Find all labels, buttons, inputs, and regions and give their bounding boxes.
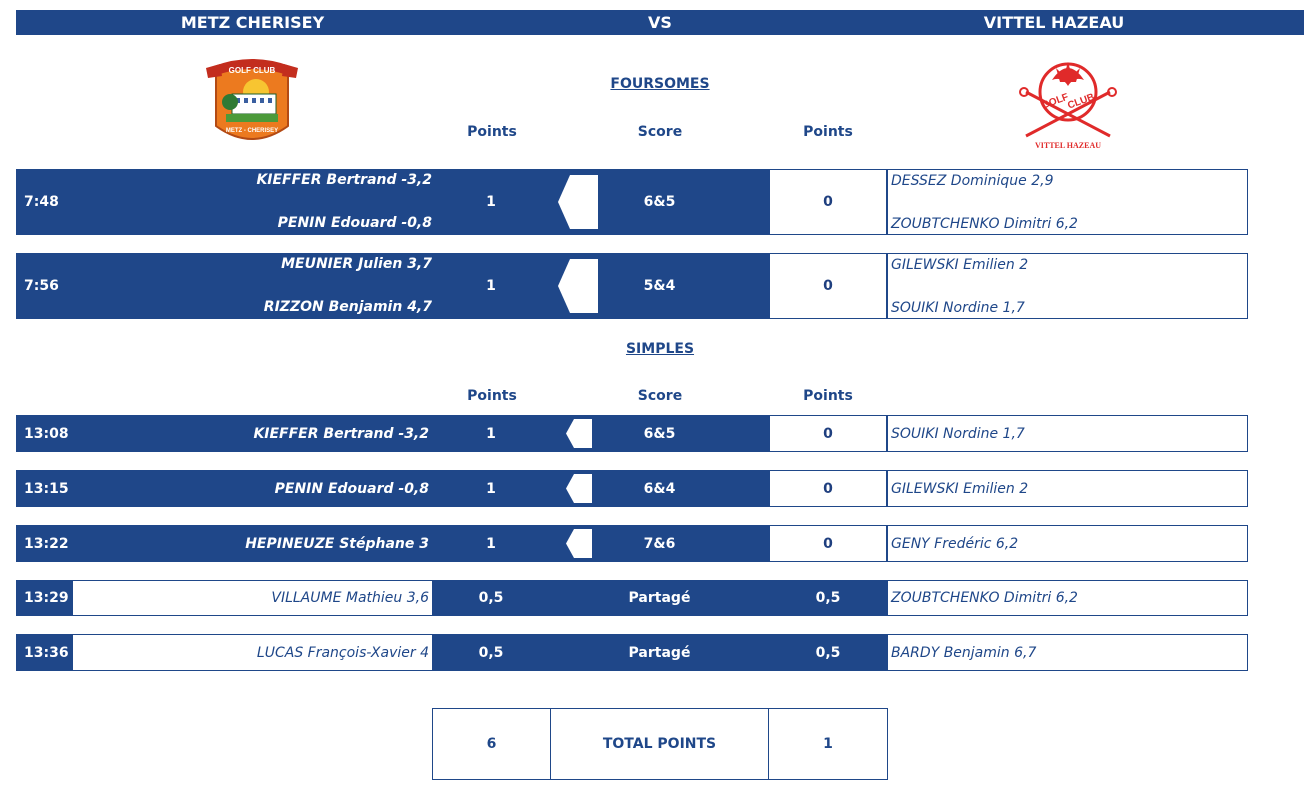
foursomes-points-b-header: Points [803, 124, 853, 140]
player-name: PENIN Edouard -0,8 [277, 215, 432, 231]
team-a-players [73, 253, 432, 319]
winner-arrow-icon [566, 529, 592, 558]
team-b-points: 0,5 [769, 580, 887, 616]
team-b-points: 0 [769, 253, 887, 319]
team-b-points: 0 [769, 470, 887, 507]
team-a-points: 0,5 [432, 634, 550, 671]
team-b-points: 0 [769, 415, 887, 452]
tee-time: 7:48 [16, 169, 73, 235]
match-header [16, 10, 1304, 35]
team-a-points: 1 [432, 253, 550, 319]
winner-arrow-icon [566, 474, 592, 503]
vs-label: VS [648, 13, 672, 32]
match-score: Partagé [550, 634, 769, 671]
tee-time: 13:36 [16, 634, 73, 671]
simple-row [16, 470, 1248, 507]
simples-score-header: Score [637, 388, 683, 404]
vittel-logo-bottom-text: VITTEL HAZEAU [1034, 141, 1102, 150]
winner-arrow-icon [566, 419, 592, 448]
match-score: 6&4 [550, 470, 769, 507]
team-b-player: GILEWSKI Emilien 2 [887, 470, 1248, 507]
player-name: RIZZON Benjamin 4,7 [263, 299, 432, 315]
team-a-points: 1 [432, 470, 550, 507]
team-a-player: HEPINEUZE Stéphane 3 [73, 525, 432, 562]
simple-row [16, 580, 1248, 616]
team-b-player: GENY Fredéric 6,2 [887, 525, 1248, 562]
team-a-player: KIEFFER Bertrand -3,2 [73, 415, 432, 452]
total-points-label: TOTAL POINTS [550, 708, 769, 780]
foursomes-score-header: Score [637, 124, 683, 140]
winner-arrow-icon [558, 259, 598, 313]
team-b-points: 0 [769, 169, 887, 235]
team-a-players [73, 169, 432, 235]
player-name: DESSEZ Dominique 2,9 [891, 173, 1054, 189]
team-a-points: 0,5 [432, 580, 550, 616]
metz-cherisey-logo [202, 56, 302, 148]
foursome-row [16, 169, 1248, 235]
metz-logo-top-text: GOLF CLUB [228, 66, 276, 75]
match-score: 7&6 [550, 525, 769, 562]
match-score: 5&4 [550, 253, 769, 319]
team-a-points: 1 [432, 169, 550, 235]
foursomes-title: FOURSOMES [610, 76, 710, 92]
simple-row [16, 415, 1248, 452]
player-name: KIEFFER Bertrand -3,2 [256, 172, 432, 188]
player-name: MEUNIER Julien 3,7 [281, 256, 432, 272]
metz-logo-bottom-text: METZ - CHERISEY [225, 128, 279, 134]
match-score: Partagé [550, 580, 769, 616]
team-a-player: PENIN Edouard -0,8 [73, 470, 432, 507]
winner-arrow-icon [558, 175, 598, 229]
total-points-team-b: 1 [768, 708, 888, 780]
team-b-players [887, 169, 1248, 235]
foursome-row [16, 253, 1248, 319]
team-a-points: 1 [432, 415, 550, 452]
tee-time: 13:29 [16, 580, 73, 616]
tee-time: 13:22 [16, 525, 73, 562]
team-b-players [887, 253, 1248, 319]
team-b-points: 0 [769, 525, 887, 562]
total-points-team-a: 6 [432, 708, 551, 780]
foursomes-points-a-header: Points [467, 124, 517, 140]
simple-row [16, 525, 1248, 562]
team-a-player: LUCAS François-Xavier 4 [73, 634, 432, 671]
team-b-player: ZOUBTCHENKO Dimitri 6,2 [887, 580, 1248, 616]
match-score: 6&5 [550, 415, 769, 452]
team-b-points: 0,5 [769, 634, 887, 671]
match-score: 6&5 [550, 169, 769, 235]
player-name: SOUIKI Nordine 1,7 [891, 300, 1025, 316]
simples-title: SIMPLES [625, 341, 695, 357]
simples-points-b-header: Points [803, 388, 853, 404]
player-name: ZOUBTCHENKO Dimitri 6,2 [891, 216, 1078, 232]
team-a-points: 1 [432, 525, 550, 562]
team-b-player: SOUIKI Nordine 1,7 [887, 415, 1248, 452]
player-name: GILEWSKI Emilien 2 [891, 257, 1029, 273]
simple-row [16, 634, 1248, 671]
tee-time: 13:15 [16, 470, 73, 507]
simples-points-a-header: Points [467, 388, 517, 404]
team-b-name: VITTEL HAZEAU [983, 13, 1125, 32]
vittel-logo-golf-text: GOLF [1040, 91, 1071, 112]
tee-time: 13:08 [16, 415, 73, 452]
vittel-hazeau-logo [1012, 52, 1124, 152]
vittel-logo-club-text: CLUB [1066, 91, 1097, 112]
tee-time: 7:56 [16, 253, 73, 319]
team-a-player: VILLAUME Mathieu 3,6 [73, 580, 432, 616]
team-a-name: METZ CHERISEY [180, 13, 325, 32]
team-b-player: BARDY Benjamin 6,7 [887, 634, 1248, 671]
